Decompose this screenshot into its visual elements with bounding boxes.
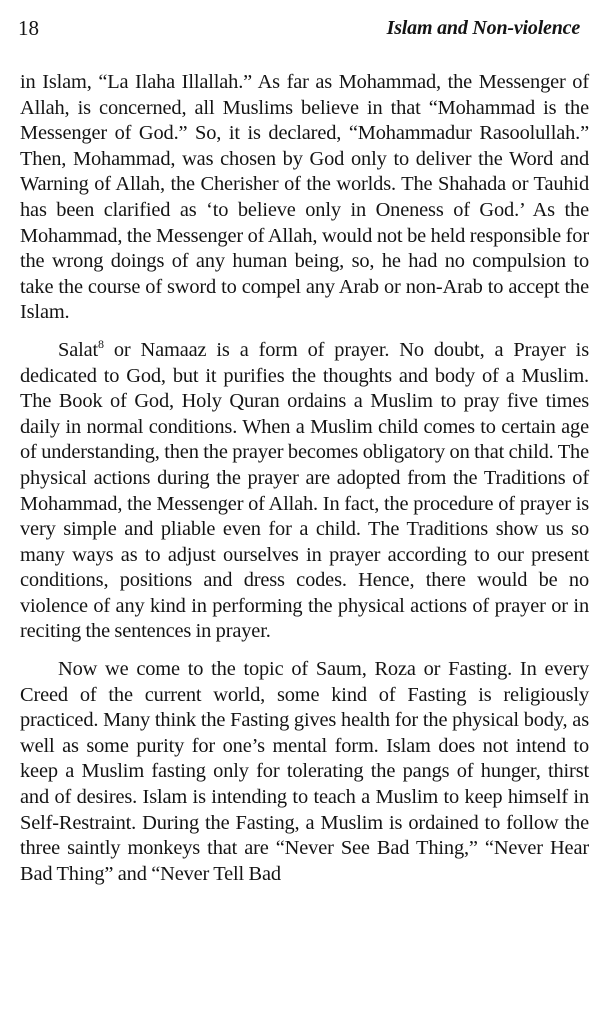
salat-text: or Namaaz is a form of prayer. No doubt, a Prayer is dedicated to God, but it purifies the thoughts and body of a Muslim. The Book of God, Holy Quran ordains a Muslim to pray five times daily in normal conditions. When a Muslim child comes to certain age of understanding, then the prayer becomes obligatory on that child. The physical actions during the prayer are adopted from the Traditions of Mohammad, the Messenger of Allah. In fact, the procedure of prayer is very simple and pliable even for a child. The Traditions show us so many ways as to adjust ourselves in prayer according to our present conditions, positions and dress codes. Hence, there would be no violence of any kind in performing the physical actions of prayer or in reciting the sentences in prayer. [20,338,589,643]
running-title: Islam and Non-violence [386,17,580,39]
paragraph-shahada: in Islam, “La Ilaha Illallah.” As far as Mohammad, the Messenger of Allah, is concerned, all Muslims believe in that “Mohammad is the Messenger of God.” So, it is declared, “Mohammadur Rasoolullah.” Then, Mohammad, was chosen by God only to deliver the Word and Warning of Allah, the Cherisher of the worlds. The Shahada or Tauhid has been clarified as ‘to believe only in Oneness of God.’ As the Mohammad, the Messenger of Allah, would not be held responsible for the wrong doings of any human being, so, he had no compulsion to take the course of sword to compel any Arab or non-Arab to accept the Islam. [20,71,589,324]
paragraph-fasting: Now we come to the topic of Saum, Roza or Fasting. In every Creed of the current world, some kind of Fasting is religiously practiced. Many think the Fasting gives health for the physical body, as well as some purity for one’s mental form. Islam does not intend to keep a Muslim fasting only for tolerating the pangs of hunger, thirst and of desires. Islam is intending to teach a Muslim to keep himself in Self-Restraint. During the Fasting, a Muslim is ordained to follow the three saintly monkeys that are “Never See Bad Thing,” “Never Hear Bad Thing” and “Never Tell Bad [20,658,589,885]
page-header [18,14,580,42]
salat-lead-word: Salat [58,338,99,361]
footnote-marker: 8 [98,337,104,352]
page-number: 18 [18,16,39,40]
paragraph-salat [20,338,589,645]
body-text [20,70,589,887]
